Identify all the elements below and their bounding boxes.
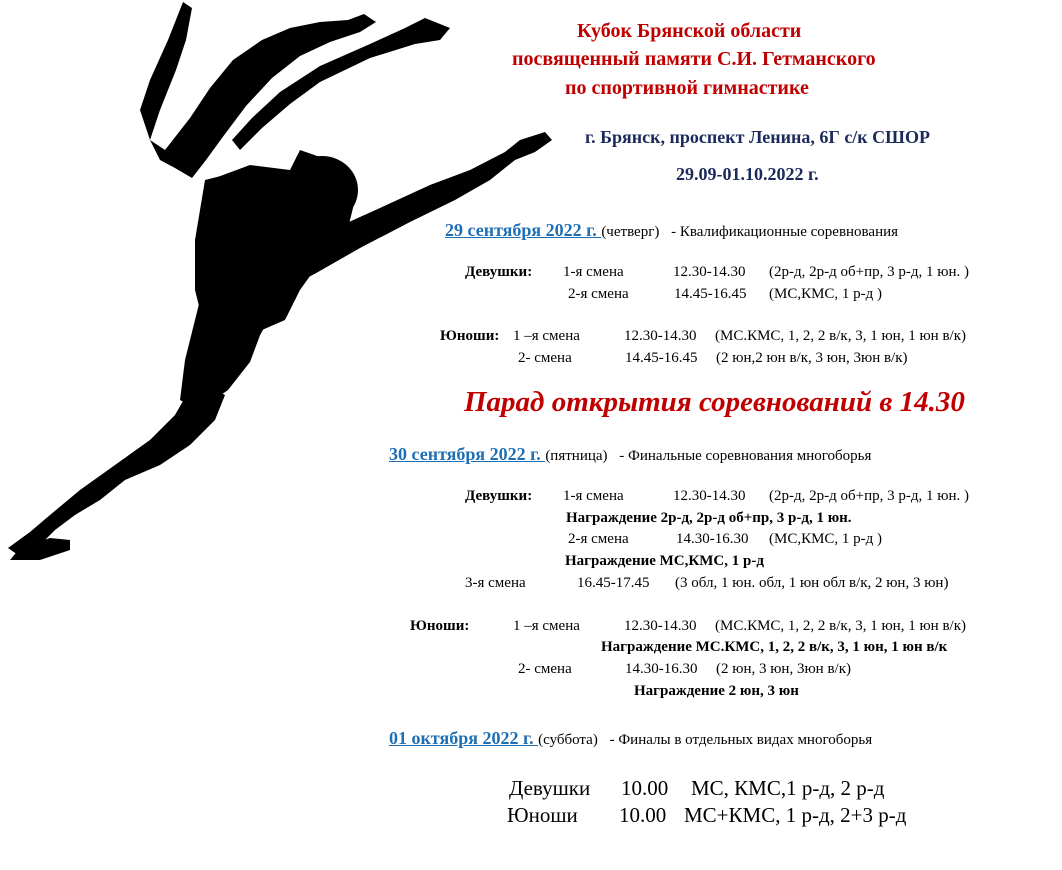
day2-boys-shift1-time: 12.30-14.30: [624, 618, 697, 634]
title-line-1: Кубок Брянской области: [577, 20, 802, 42]
parade-announcement: Парад открытия соревнований в 14.30: [464, 386, 965, 418]
day3-boys-label: Юноши: [507, 803, 578, 827]
day2-girls-shift3-name: 3-я смена: [465, 575, 526, 591]
day2-girls-award1: Награждение 2р-д, 2р-д об+пр, 3 р-д, 1 юн.: [566, 510, 852, 526]
day1-girls-shift1-name: 1-я смена: [563, 264, 624, 280]
day1-event: - Квалификационные соревнования: [671, 224, 899, 240]
day1-girls-shift2-cats: (МС,КМС, 1 р-д ): [769, 286, 883, 302]
day3-girls-cats: МС, КМС,1 р-д, 2 р-д: [691, 776, 885, 800]
day3-girls-time: 10.00: [621, 776, 669, 800]
day2-girls-shift3-cats: (3 обл, 1 юн. обл, 1 юн обл в/к, 2 юн, 3 юн): [675, 575, 949, 591]
day1-girls-label: Девушки:: [465, 264, 533, 280]
day2-boys-shift1-name: 1 –я смена: [513, 618, 580, 634]
gymnast-silhouette: [0, 0, 560, 570]
title-line-2: посвященный памяти С.И. Гетманского: [512, 48, 876, 70]
day3-date-link[interactable]: 01 октября 2022 г.: [389, 728, 539, 748]
day1-boys-shift2-cats: (2 юн,2 юн в/к, 3 юн, 3юн в/к): [716, 350, 908, 366]
day1-boys-shift1-cats: (МС.КМС, 1, 2, 2 в/к, 3, 1 юн, 1 юн в/к): [715, 328, 966, 344]
day2-girls-shift2-cats: (МС,КМС, 1 р-д ): [769, 531, 883, 547]
day2-girls-shift2-name: 2-я смена: [568, 531, 629, 547]
day2-event: - Финальные соревнования многоборья: [619, 448, 872, 464]
day2-date-link[interactable]: 30 сентября 2022 г.: [389, 444, 546, 464]
day3-weekday: (суббота): [538, 732, 598, 748]
day2-girls-label: Девушки:: [465, 488, 533, 504]
day3-boys-cats: МС+КМС, 1 р-д, 2+3 р-д: [684, 803, 907, 827]
day1-boys-shift1-time: 12.30-14.30: [624, 328, 697, 344]
day1-heading: [445, 220, 898, 241]
day2-girls-shift3-time: 16.45-17.45: [577, 575, 650, 591]
day1-date-link[interactable]: 29 сентября 2022 г.: [445, 220, 602, 240]
day2-boys-award1: Награждение МС.КМС, 1, 2, 2 в/к, 3, 1 юн, 1 юн в/к: [601, 639, 948, 655]
day3-event: - Финалы в отдельных видах многоборья: [609, 732, 873, 748]
day2-girls-shift2-time: 14.30-16.30: [676, 531, 749, 547]
venue: г. Брянск, проспект Ленина, 6Г с/к СШОР: [585, 127, 930, 147]
day1-boys-shift2-time: 14.45-16.45: [625, 350, 698, 366]
day1-girls-shift2-time: 14.45-16.45: [674, 286, 747, 302]
day2-boys-shift2-name: 2- смена: [518, 661, 572, 677]
day1-girls-shift1-cats: (2р-д, 2р-д об+пр, 3 р-д, 1 юн. ): [769, 264, 969, 280]
day1-boys-shift2-name: 2- смена: [518, 350, 572, 366]
day2-girls-shift1-name: 1-я смена: [563, 488, 624, 504]
day1-boys-shift1-name: 1 –я смена: [513, 328, 580, 344]
title-line-3: по спортивной гимнастике: [565, 77, 809, 99]
day3-heading: [389, 728, 872, 749]
day2-boys-shift1-cats: (МС.КМС, 1, 2, 2 в/к, 3, 1 юн, 1 юн в/к): [715, 618, 966, 634]
day2-boys-shift2-cats: (2 юн, 3 юн, 3юн в/к): [716, 661, 851, 677]
day2-boys-shift2-time: 14.30-16.30: [625, 661, 698, 677]
day3-boys-time: 10.00: [619, 803, 667, 827]
day1-girls-shift2-name: 2-я смена: [568, 286, 629, 302]
day2-girls-award2: Награждение МС,КМС, 1 р-д: [565, 553, 764, 569]
day3-girls-label: Девушки: [509, 776, 591, 800]
day2-weekday: (пятница): [545, 448, 608, 464]
day2-heading: [389, 444, 871, 465]
day2-boys-award2: Награждение 2 юн, 3 юн: [634, 683, 799, 699]
event-dates: 29.09-01.10.2022 г.: [676, 164, 819, 184]
day1-boys-label: Юноши:: [440, 328, 500, 344]
day1-weekday: (четверг): [601, 224, 660, 240]
day1-girls-shift1-time: 12.30-14.30: [673, 264, 746, 280]
day2-girls-shift1-time: 12.30-14.30: [673, 488, 746, 504]
day2-girls-shift1-cats: (2р-д, 2р-д об+пр, 3 р-д, 1 юн. ): [769, 488, 969, 504]
day2-boys-label: Юноши:: [410, 618, 470, 634]
